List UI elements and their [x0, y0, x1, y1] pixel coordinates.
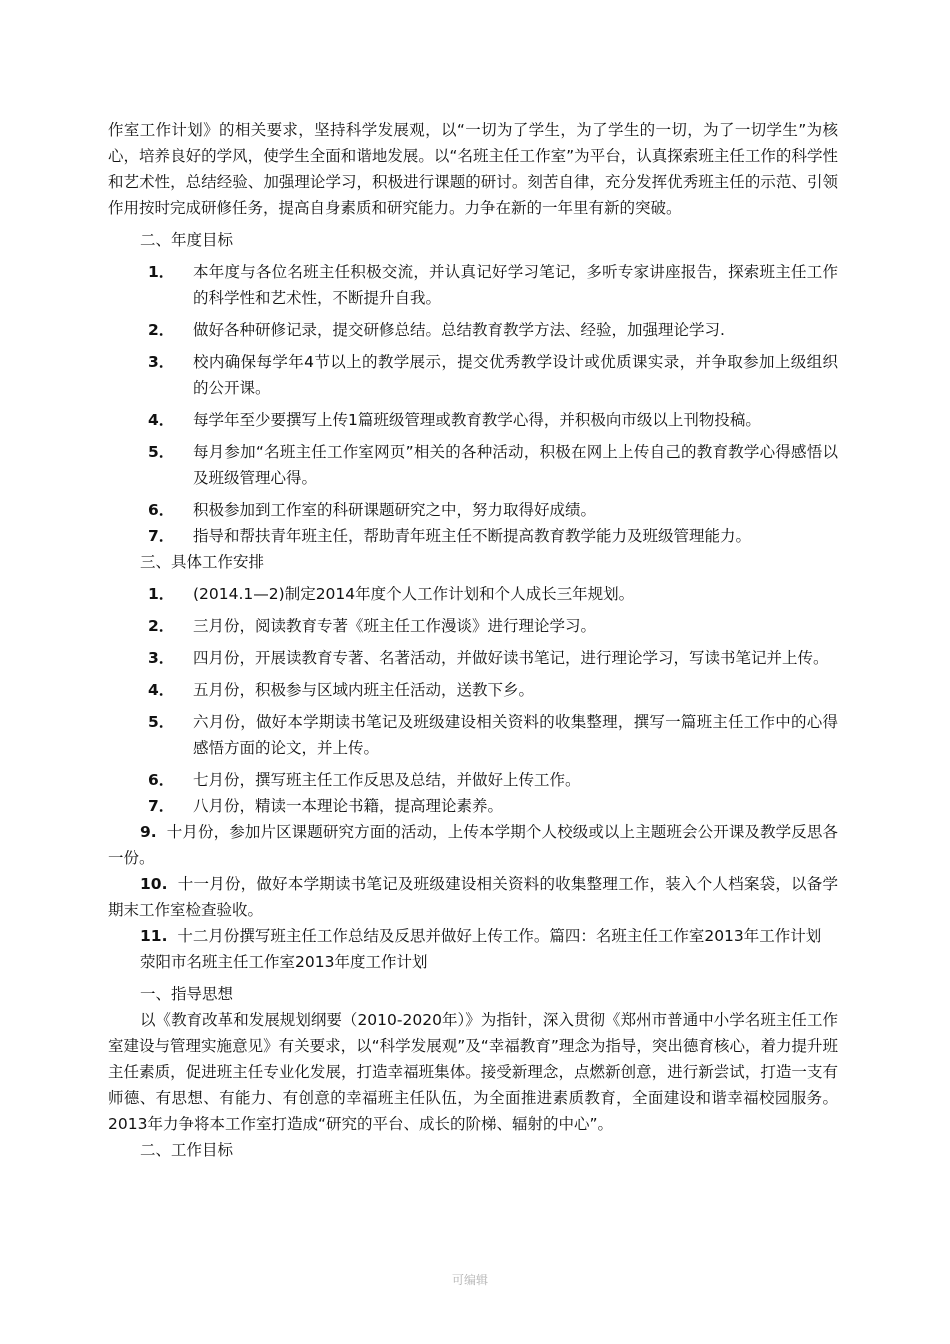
section-heading-guiding-ideology: 一、指导思想 [140, 985, 234, 1003]
list-item: 5． 每月参加“名班主任工作室网页”相关的各种活动，积极在网上上传自己的教育教学心得感悟以及班级管理心得。 [148, 443, 838, 487]
document-body [108, 117, 838, 1163]
section-heading-work-goals: 二、工作目标 [140, 1141, 234, 1159]
list-item: 9. 十月份，参加片区课题研究方面的活动，上传本学期个人校级或以上主题班会公开课及教学反思各一份。 [108, 823, 838, 867]
page-footer-editable: 可编辑 [451, 1273, 488, 1287]
list-item: 1． (2014.1—2)制定2014年度个人工作计划和个人成长三年规划。 [148, 585, 635, 603]
list-item: 1． 本年度与各位名班主任积极交流，并认真记好学习笔记，多听专家讲座报告，探索班主任工作的科学性和艺术性，不断提升自我。 [148, 263, 838, 307]
list-item: 3． 四月份，开展读教育专著、名著活动，并做好读书笔记，进行理论学习，写读书笔记并上传。 [148, 649, 829, 667]
list-item: 4． 五月份，积极参与区域内班主任活动，送教下乡。 [148, 681, 535, 699]
list-item: 3． 校内确保每学年4节以上的教学展示，提交优秀教学设计或优质课实录，并争取参加上级组织的公开课。 [148, 353, 838, 397]
list-item: 11. 十二月份撰写班主任工作总结及反思并做好上传工作。篇四：名班主任工作室2013年工作计划 [140, 927, 822, 945]
list-item: 6． 积极参加到工作室的科研课题研究之中，努力取得好成绩。 [148, 501, 597, 519]
list-item: 4． 每学年至少要撰写上传1篇班级管理或教育教学心得，并积极向市级以上刊物投稿。 [148, 411, 761, 429]
section-heading-annual-goals: 二、年度目标 [140, 231, 234, 249]
annual-goals-list [108, 259, 838, 549]
list-item: 2． 做好各种研修记录，提交研修总结。总结教育教学方法、经验，加强理论学习. [148, 321, 725, 339]
list-item: 10. 十一月份，做好本学期读书笔记及班级建设相关资料的收集整理工作，装入个人档案袋，以备学期末工作室检查验收。 [108, 875, 838, 919]
list-item: 5． 六月份，做好本学期读书笔记及班级建设相关资料的收集整理，撰写一篇班主任工作中的心得感悟方面的论文，并上传。 [148, 713, 838, 757]
guiding-ideology-paragraph: 以《教育改革和发展规划纲要（2010-2020年）》为指针，深入贯彻《郑州市普通中小学名班主任工作室建设与管理实施意见》有关要求，以“科学发展观”及“幸福教育”理念为指导，突出德育核心，着力提升班主任素质，促进班主任专业化发展，打造幸福班集体。接受新理念，点燃新创意，进行新尝试，打造一支有师德、有思想、有能力、有创意的幸福班主任队伍，为全面推进素质教育，全面建设和谐幸福校园服务。2013年力争将本工作室打造成“研究的平台、成长的阶梯、辐射的中心”。 [108, 1011, 838, 1133]
list-item: 7． 八月份，精读一本理论书籍，提高理论素养。 [148, 797, 504, 815]
plan-title: 荥阳市名班主任工作室2013年度工作计划 [140, 953, 428, 971]
list-item: 6． 七月份，撰写班主任工作反思及总结，并做好上传工作。 [148, 771, 581, 789]
list-item: 2． 三月份，阅读教育专著《班主任工作漫谈》进行理论学习。 [148, 617, 597, 635]
list-item: 7． 指导和帮扶青年班主任，帮助青年班主任不断提高教育教学能力及班级管理能力。 [148, 527, 752, 545]
work-arrangement-list [108, 581, 838, 949]
intro-paragraph: 作室工作计划》的相关要求，坚持科学发展观，以“一切为了学生，为了学生的一切，为了一切学生”为核心，培养良好的学风，使学生全面和谐地发展。以“名班主任工作室”为平台，认真探索班主任工作的科学性和艺术性，总结经验、加强理论学习，积极进行课题的研讨。刻苦自律，充分发挥优秀班主任的示范、引领作用按时完成研修任务，提高自身素质和研究能力。力争在新的一年里有新的突破。 [108, 121, 838, 217]
section-heading-work-arrangement: 三、具体工作安排 [140, 553, 265, 571]
